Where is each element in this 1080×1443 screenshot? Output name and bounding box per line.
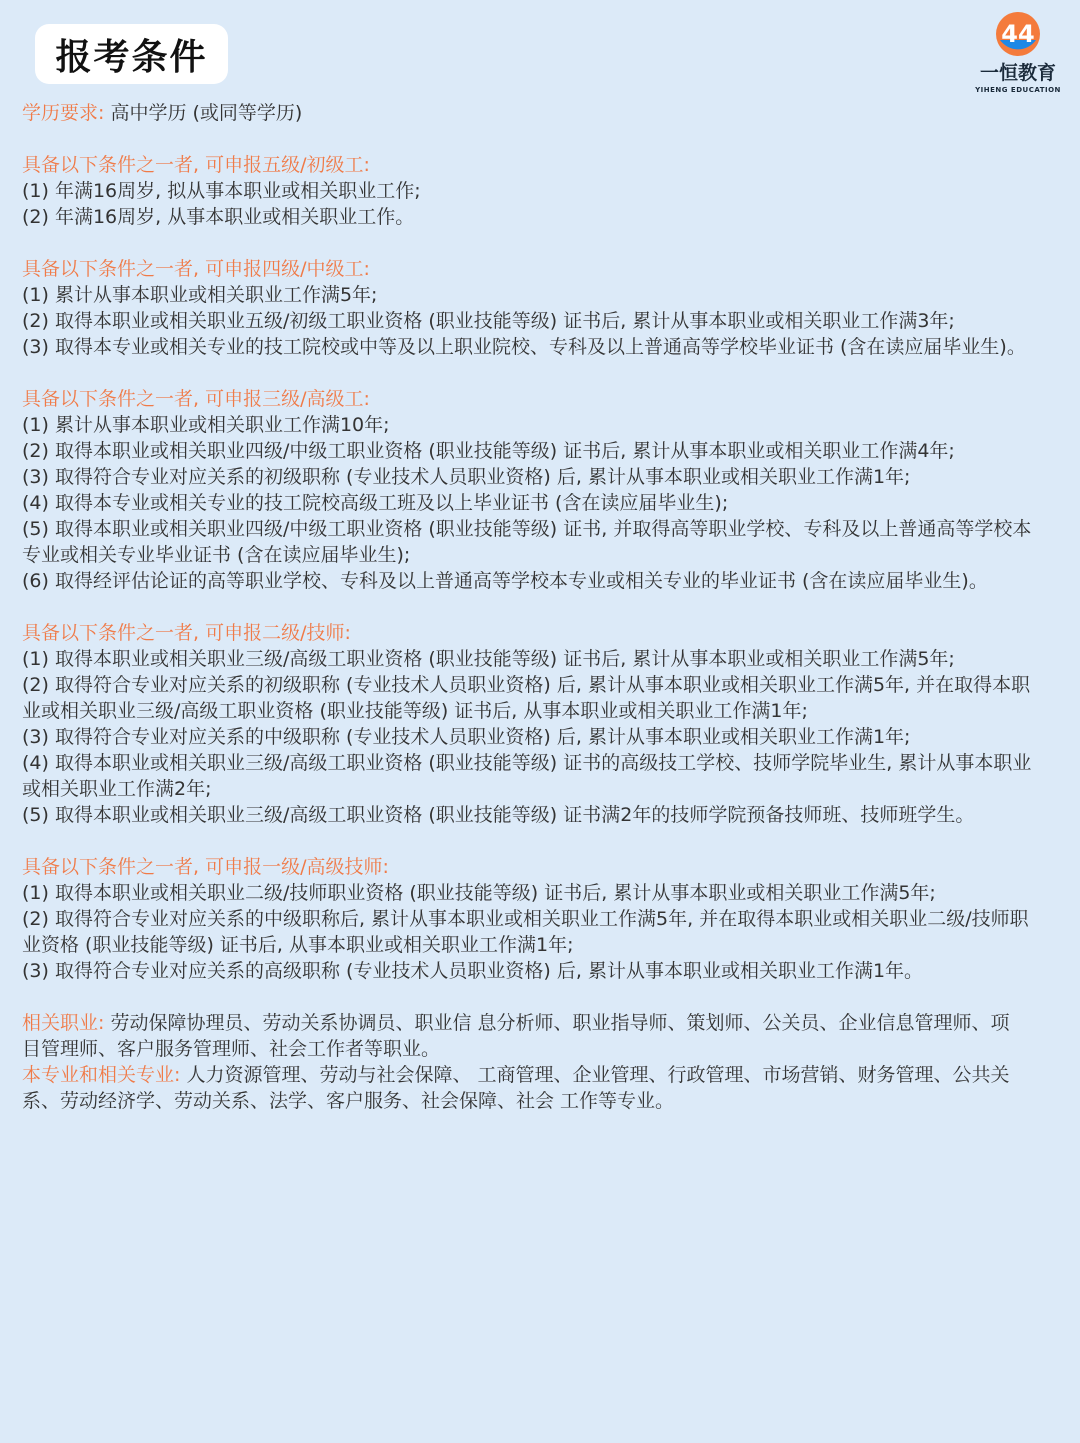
list-item: (6) 取得经评估论证的高等职业学校、专科及以上普通高等学校本专业或相关专业的毕业证书 (含在读应届毕业生)。 — [22, 570, 988, 592]
related-occupations — [22, 1010, 1034, 1062]
brand-name-en: YIHENG EDUCATION — [975, 86, 1061, 94]
list-item: (1) 累计从事本职业或相关职业工作满10年; — [22, 414, 390, 436]
section-level-1 — [22, 854, 1034, 984]
brand-name: 一恒教育 — [979, 62, 1056, 84]
section-heading: 具备以下条件之一者, 可申报一级/高级技师: — [22, 856, 389, 878]
section-level-4 — [22, 256, 1034, 360]
list-item: (2) 取得本职业或相关职业四级/中级工职业资格 (职业技能等级) 证书后, 累计从事本职业或相关职业工作满4年; — [22, 440, 955, 462]
related-majors-value: 人力资源管理、劳动与社会保障、 工商管理、企业管理、行政管理、市场营销、财务管理、公共关 系、劳动经济学、劳动关系、法学、客户服务、社会保障、社会 工作等专业。 — [22, 1064, 1010, 1112]
list-item: (1) 取得本职业或相关职业三级/高级工职业资格 (职业技能等级) 证书后, 累计从事本职业或相关职业工作满5年; — [22, 648, 955, 670]
section-level-2 — [22, 620, 1034, 828]
education-requirement — [22, 100, 1034, 126]
education-label: 学历要求: — [22, 102, 105, 124]
list-item: (3) 取得本专业或相关专业的技工院校或中等及以上职业院校、专科及以上普通高等学校毕业证书 (含在读应届毕业生)。 — [22, 336, 1026, 358]
list-item: (1) 取得本职业或相关职业二级/技师职业资格 (职业技能等级) 证书后, 累计从事本职业或相关职业工作满5年; — [22, 882, 936, 904]
list-item: (1) 年满16周岁, 拟从事本职业或相关职业工作; — [22, 180, 421, 202]
related-majors-label: 本专业和相关专业: — [22, 1064, 181, 1086]
yiheng-44-logo-icon — [994, 10, 1042, 58]
section-level-3 — [22, 386, 1034, 594]
list-item: (2) 取得符合专业对应关系的初级职称 (专业技术人员职业资格) 后, 累计从事本职业或相关职业工作满5年, 并在取得本职业或相关职业三级/高级工职业资格 (职业技能等级) 证书后, 从事本职业或相关职业工作满1年; — [22, 674, 1031, 722]
related-occupations-label: 相关职业: — [22, 1012, 105, 1034]
list-item: (2) 取得本职业或相关职业五级/初级工职业资格 (职业技能等级) 证书后, 累计从事本职业或相关职业工作满3年; — [22, 310, 955, 332]
list-item: (4) 取得本职业或相关职业三级/高级工职业资格 (职业技能等级) 证书的高级技工学校、技师学院毕业生, 累计从事本职业或相关职业工作满2年; — [22, 752, 1032, 800]
list-item: (3) 取得符合专业对应关系的高级职称 (专业技术人员职业资格) 后, 累计从事本职业或相关职业工作满1年。 — [22, 960, 924, 982]
list-item: (2) 取得符合专业对应关系的中级职称后, 累计从事本职业或相关职业工作满5年, 并在取得本职业或相关职业二级/技师职业资格 (职业技能等级) 证书后, 从事本职业或相关职业工作满1年; — [22, 908, 1029, 956]
related-majors — [22, 1062, 1034, 1114]
list-item: (3) 取得符合专业对应关系的中级职称 (专业技术人员职业资格) 后, 累计从事本职业或相关职业工作满1年; — [22, 726, 911, 748]
list-item: (4) 取得本专业或相关专业的技工院校高级工班及以上毕业证书 (含在读应届毕业生); — [22, 492, 729, 514]
list-item: (3) 取得符合专业对应关系的初级职称 (专业技术人员职业资格) 后, 累计从事本职业或相关职业工作满1年; — [22, 466, 911, 488]
education-value: 高中学历 (或同等学历) — [110, 102, 303, 124]
list-item: (5) 取得本职业或相关职业四级/中级工职业资格 (职业技能等级) 证书, 并取得高等职业学校、专科及以上普通高等学校本专业或相关专业毕业证书 (含在读应届毕业生); — [22, 518, 1032, 566]
section-heading: 具备以下条件之一者, 可申报二级/技师: — [22, 622, 351, 644]
title-banner — [35, 24, 228, 84]
list-item: (1) 累计从事本职业或相关职业工作满5年; — [22, 284, 378, 306]
page-title: 报考条件 — [55, 36, 208, 78]
list-item: (2) 年满16周岁, 从事本职业或相关职业工作。 — [22, 206, 415, 228]
section-heading: 具备以下条件之一者, 可申报三级/高级工: — [22, 388, 370, 410]
section-level-5 — [22, 152, 1034, 230]
svg-text:44: 44 — [1001, 20, 1035, 48]
list-item: (5) 取得本职业或相关职业三级/高级工职业资格 (职业技能等级) 证书满2年的技师学院预备技师班、技师班学生。 — [22, 804, 975, 826]
section-heading: 具备以下条件之一者, 可申报四级/中级工: — [22, 258, 370, 280]
section-heading: 具备以下条件之一者, 可申报五级/初级工: — [22, 154, 370, 176]
related-occupations-value: 劳动保障协理员、劳动关系协调员、职业信 息分析师、职业指导师、策划师、公关员、企业信息管理师、项 目管理师、客户服务管理师、社会工作者等职业。 — [22, 1012, 1010, 1060]
brand-logo — [970, 10, 1066, 94]
requirements-content — [22, 100, 1034, 1114]
